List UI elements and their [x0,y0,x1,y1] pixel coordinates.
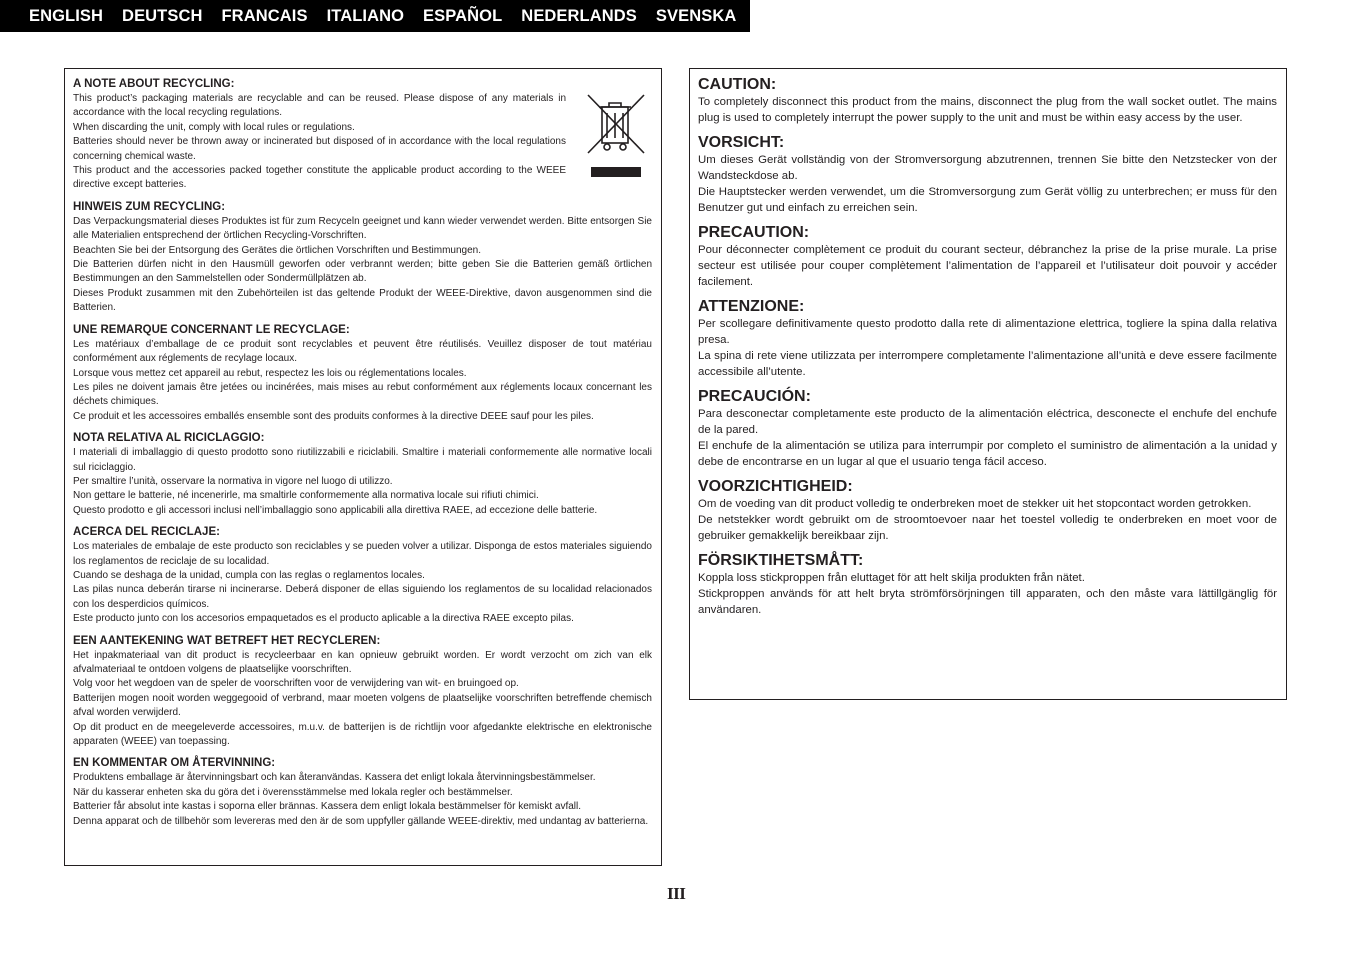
section-title: VOORZICHTIGHEID: [698,478,853,495]
language-label-italiano: ITALIANO [326,6,405,25]
paragraph: Non gettare le batterie, né incenerirle, ma smaltirle conformemente alla normativa locale sui rifiuti chimici. [73,490,539,502]
paragraph: Om de voeding van dit product volledig te onderbreken moet de stekker uit het stopcontact worden getrokken. [698,498,1252,510]
page-number: III [667,884,686,903]
section-title: HINWEIS ZUM RECYCLING: [73,200,226,213]
paragraph: When discarding the unit, comply with local rules or regulations. [73,121,355,133]
section-title: PRECAUCIÓN: [698,388,811,405]
recycling-section-italiano [73,432,652,518]
paragraph: Batterijen mogen nooit worden weggegooid of verbrand, maar moeten volgens de plaatselijke voorschriften betreffende chemisch afval worden verwijderd. [73,692,652,719]
paragraph: Das Verpackungsmaterial dieses Produktes ist für zum Recyceln geeignet und kann wieder verwendet werden. Bitte entsorgen Sie alle Materialien entsprechend der örtlichen Recycling-Vorschriften. [73,215,652,242]
recycling-section-espanol [73,526,652,626]
paragraph: Het inpakmateriaal van dit product is recycleerbaar en kan opnieuw gebruikt worden. Er wordt verzocht om zich van elk afvalmateriaal te ontdoen volgens de plaatselijke voorschriften. [73,649,652,675]
paragraph: Op dit product en de meegeleverde accessoires, m.u.v. de batterijen is de richtlijn voor afgedankte elektrische en elektronische apparaten (WEEE) van toepassing. [73,721,652,748]
paragraph: Los materiales de embalaje de este producto son reciclables y se pueden volver a utilizar. Disponga de estos materiales siguiendo los reglamentos de reciclaje de su localidad. [73,541,652,567]
crossed-out-wheelie-bin-icon [585,93,647,177]
caution-section-svenska [698,551,1277,618]
section-title: A NOTE ABOUT RECYCLING: [73,78,235,90]
section-title: ACERCA DEL RECICLAJE: [73,526,220,539]
paragraph: Produktens emballage är återvinningsbart och kan återanvändas. Kassera det enligt lokala återvinningsbestämmelser. [73,772,596,784]
section-title: NOTA RELATIVA AL RICICLAGGIO: [73,432,265,445]
caution-section-deutsch [698,133,1277,216]
language-label-deutsch: DEUTSCH [122,6,203,25]
language-bar [0,0,750,32]
paragraph: I materiali di imballaggio di questo prodotto sono riutilizzabili e riciclabili. Smaltire i materiali conformemente alle normative locali sul riciclaggio. [73,447,652,473]
paragraph: Beachten Sie bei der Entsorgung des Gerätes die örtlichen Vorschriften und Bestimmungen. [73,244,482,256]
section-title: FÖRSIKTIHETSMÅTT: [698,552,864,569]
recycling-section-english [73,78,652,193]
language-label-nederlands: NEDERLANDS [521,6,637,25]
paragraph: Lorsque vous mettez cet appareil au rebut, respectez les lois ou réglementations locales. [73,367,467,379]
caution-section-italiano [698,297,1277,380]
recycling-section-nederlands [73,635,652,750]
paragraph: De netstekker wordt gebruikt om de stroomtoevoer naar het toestel volledig te onderbreken en moet voor de gebruiker gemakkelijk bereikbaar zijn. [698,514,1277,542]
section-title: PRECAUTION: [698,224,810,241]
paragraph: Batterier får absolut inte kastas i soporna eller brännas. Kassera dem enligt lokala bestämmelser för kemiskt avfall. [73,801,582,813]
section-title: EN KOMMENTAR OM ÅTERVINNING: [73,757,276,770]
language-label-svenska: SVENSKA [655,6,737,25]
paragraph: Dieses Produkt zusammen mit den Zubehörteilen ist das geltende Produkt der WEEE-Direktive, davon ausgenommen sind die Batterien. [73,287,652,314]
paragraph: Denna apparat och de tillbehör som levereras med den är de som uppfyller gällande WEEE-direktiv, med undantag av batterierna. [73,815,649,827]
paragraph: Batteries should never be thrown away or incinerated but disposed of in accordance with the local regulations concerning chemical waste. [73,136,566,162]
paragraph: Les piles ne doivent jamais être jetées ou incinérées, mais mises au rebut conformément aux réglements locaux concernant les déchets chimiques. [73,381,652,408]
language-label-english: ENGLISH [29,6,104,25]
paragraph: Volg voor het wegdoen van de speler de voorschriften voor de verwijdering van wit- en bruingoed op. [73,678,519,690]
recycling-notes-box [64,68,662,866]
paragraph: Stickproppen används för att helt bryta strömförsörjningen till apparaten, och den måste vara lättillgänglig för användaren. [698,588,1277,616]
paragraph: Pour déconnecter complètement ce produit du courant secteur, débranchez la prise de la prise murale. La prise secteur est utilisée pour couper complètement l’alimentation de l’appareil et l’utilisateur doit pouvoir y accéder facilement. [698,244,1277,288]
paragraph: Questo prodotto e gli accessori inclusi nell’imballaggio sono applicabili alla direttiva RAEE, ad eccezione delle batterie. [73,504,598,516]
paragraph: Per smaltire l’unità, osservare la normativa in vigore nel luogo di utilizzo. [73,475,393,487]
paragraph: La spina di rete viene utilizzata per interrompere completamente l’alimentazione all’unità e deve essere facilmente accessibile all’utente. [698,350,1277,378]
caution-notes-box [689,68,1287,700]
paragraph: Koppla loss stickproppen från eluttaget för att helt skilja produkten från nätet. [698,572,1085,584]
caution-section-espanol [698,387,1277,470]
paragraph: This product’s packaging materials are recyclable and can be reused. Please dispose of any materials in accordance with the local recycling regulations. [73,93,566,119]
paragraph: Les matériaux d’emballage de ce produit sont recyclables et peuvent être réutilisés. Veuillez disposer de tout matériau conformément aux réglements de recylage locaux. [73,338,652,365]
paragraph: Este producto junto con los accesorios empaquetados es el producto aplicable a la directiva RAEE excepto pilas. [73,613,574,625]
language-label-francais: FRANCAIS [221,6,308,25]
paragraph: Para desconectar completamente este producto de la alimentación eléctrica, desconecte el enchufe del enchufe de la pared. [698,408,1277,436]
paragraph: To completely disconnect this product from the mains, disconnect the plug from the wall socket outlet. The mains plug is used to completely interrupt the power supply to the unit and must be within easy access by the user. [698,96,1277,124]
paragraph: This product and the accessories packed together constitute the applicable product according to the WEEE directive except batteries. [73,165,566,191]
language-label-espanol: ESPAÑOL [423,6,503,25]
paragraph: Um dieses Gerät vollständig von der Stromversorgung abzutrennen, trennen Sie bitte den Netzstecker von der Wandsteckdose ab. [698,154,1277,182]
section-title: VORSICHT: [698,134,785,151]
paragraph: Die Hauptstecker werden verwendet, um die Stromversorgung zum Gerät völlig zu unterbrechen; er muss für den Benutzer gut und einfach zu erreichen sein. [698,186,1277,214]
recycling-section-svenska [73,757,652,829]
section-title: CAUTION: [698,76,777,93]
section-title: EEN AANTEKENING WAT BETREFT HET RECYCLEREN: [73,634,381,647]
paragraph: Ce produit et les accessoires emballés ensemble sont des produits conformes à la directive DEEE sauf pour les piles. [73,410,594,422]
caution-section-nederlands [698,477,1277,544]
paragraph: Die Batterien dürfen nicht in den Hausmüll geworfen oder verbrannt werden; bitte geben Sie die Batterien gemäß örtlichen Bestimmungen an den Sammelstellen oder Sondermüllplätzen ab. [73,259,652,285]
section-title: UNE REMARQUE CONCERNANT LE RECYCLAGE: [73,323,350,336]
paragraph: Las pilas nunca deberán tirarse ni incinerarse. Deberá disponer de ellas siguiendo los reglamentos de su localidad relacionados con los desperdicios químicos. [73,584,652,610]
section-title: ATTENZIONE: [698,298,805,315]
recycling-section-francais [73,324,652,424]
paragraph: El enchufe de la alimentación se utiliza para interrumpir por completo el suministro de alimentación a la unidad y debe de encontrarse en un lugar al que el usuario tenga fácil acceso. [698,440,1277,468]
paragraph: Per scollegare definitivamente questo prodotto dalla rete di alimentazione elettrica, togliere la spina dalla relativa presa. [698,318,1277,346]
paragraph: När du kasserar enheten ska du göra det i överensstämmelse med lokala regler och bestämmelser. [73,786,513,798]
paragraph: Cuando se deshaga de la unidad, cumpla con las reglas o reglamentos locales. [73,569,425,581]
caution-section-francais [698,223,1277,290]
caution-section-english [698,75,1277,126]
recycling-section-deutsch [73,201,652,316]
